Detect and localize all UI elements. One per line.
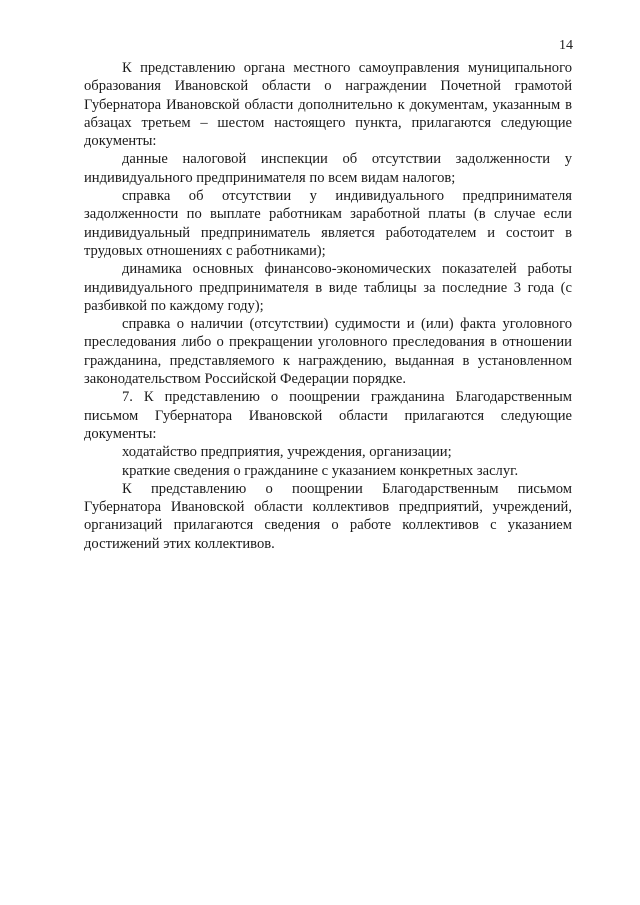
- page-number: 14: [559, 38, 573, 53]
- paragraph-criminal-record-certificate: справка о наличии (отсутствии) судимости и (или) факта уголовного преследования либо о прекращении уголовного преследования в отношении гражданина, представляемого к награждению, выданная в установленном законодательством Российской Федерации порядке.: [84, 316, 572, 388]
- paragraph-item-7-intro: 7. К представлению о поощрении гражданина Благодарственным письмом Губернатора Ивановской области прилагаются следующие документы:: [84, 389, 572, 442]
- paragraph-brief-info: краткие сведения о гражданине с указанием конкретных заслуг.: [122, 462, 519, 479]
- paragraph-petition: ходатайство предприятия, учреждения, организации;: [122, 444, 452, 461]
- paragraph-governor-certificate-intro: К представлению органа местного самоуправления муниципального образования Ивановской области о награждении Почетной грамотой Губернатора Ивановской области дополнительно к документам, указанным в абзацах третьем – шестом настоящего пункта, прилагаются следующие документы:: [84, 60, 572, 150]
- document-body: [84, 59, 572, 553]
- paragraph-collectives: К представлению о поощрении Благодарственным письмом Губернатора Ивановской области коллективов предприятий, учреждений, организаций прилагаются сведения о работе коллективов с указанием достижений этих коллективов.: [84, 480, 572, 552]
- paragraph-salary-debt-certificate: справка об отсутствии у индивидуального предпринимателя задолженности по выплате работникам заработной платы (в случае если индивидуальный предприниматель является работодателем и состоит в трудовых отношениях с работниками);: [84, 188, 572, 259]
- paragraph-financial-indicators: динамика основных финансово-экономических показателей работы индивидуального предпринимателя в виде таблицы за последние 3 года (с разбивкой по каждому году);: [84, 261, 572, 314]
- paragraph-tax-inspection-data: данные налоговой инспекции об отсутствии задолженности у индивидуального предпринимателя по всем видам налогов;: [84, 151, 572, 186]
